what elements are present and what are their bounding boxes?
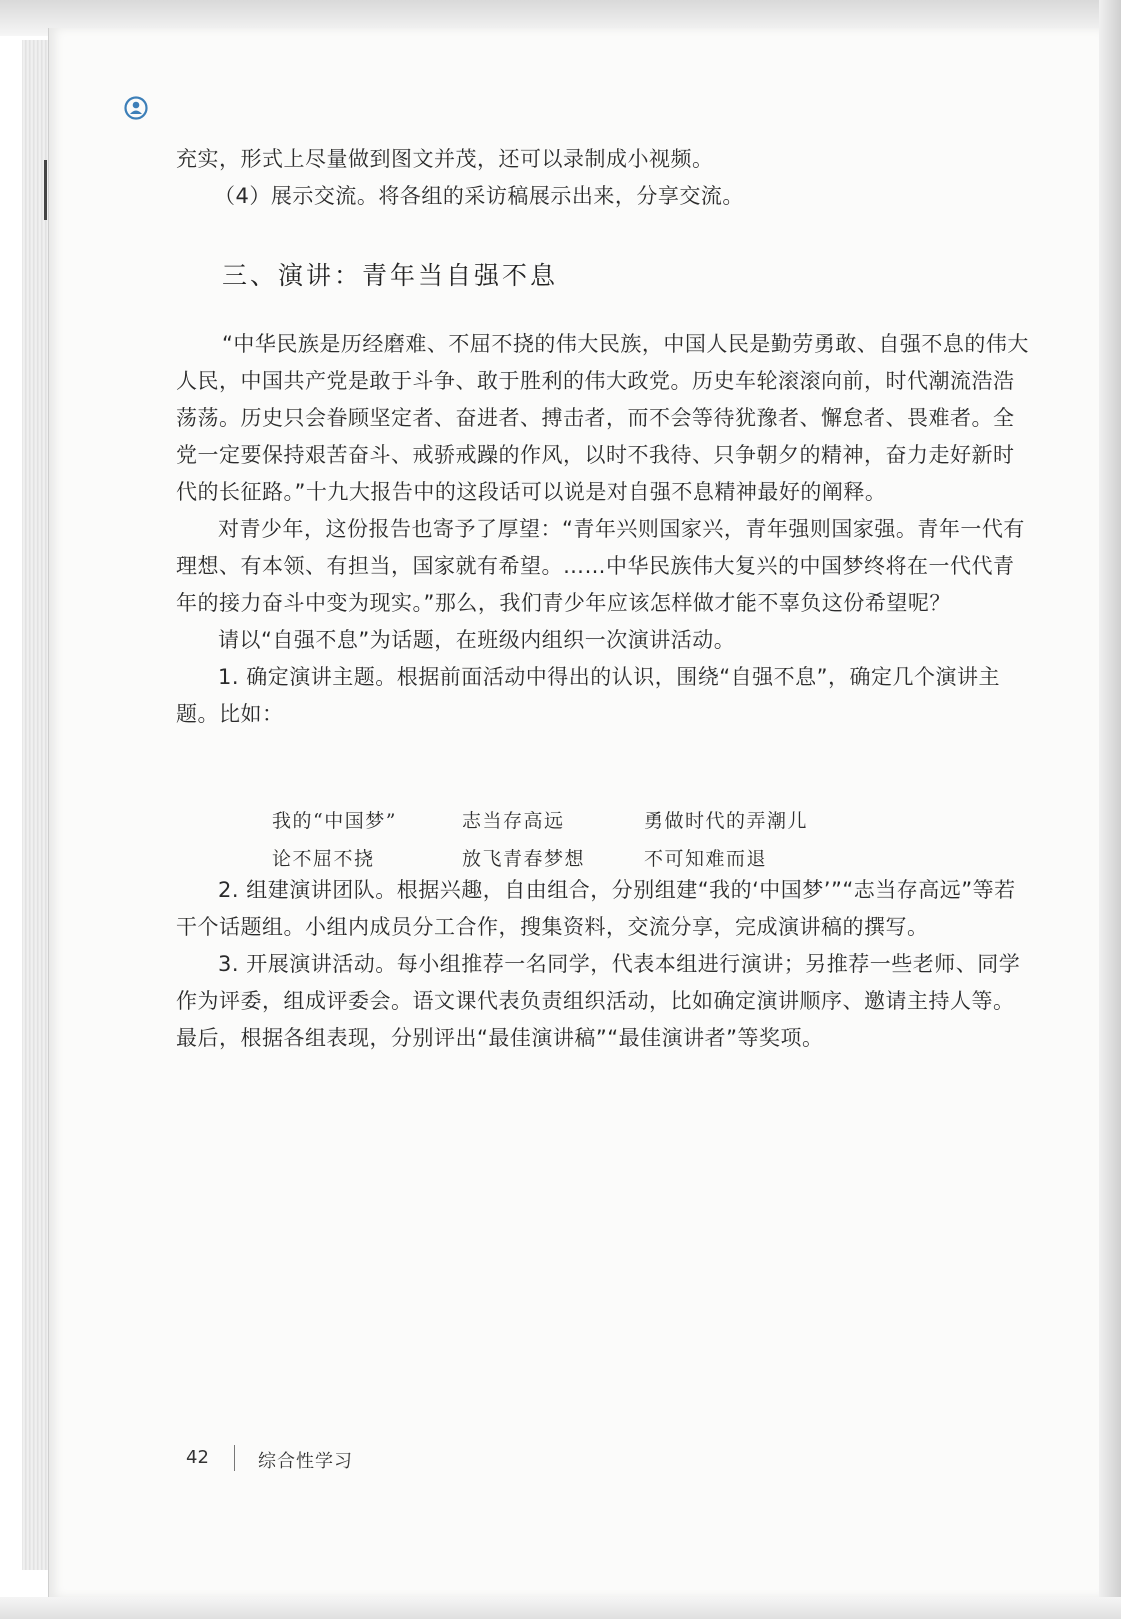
steps-text bbox=[176, 872, 1034, 1057]
topic-item: 志当存高远 bbox=[462, 810, 565, 832]
footer-divider bbox=[234, 1445, 235, 1471]
body-text bbox=[176, 326, 1034, 733]
paragraph-step-4: （4）展示交流。将各组的采访稿展示出来，分享交流。 bbox=[214, 184, 744, 208]
gutter-mark bbox=[44, 160, 47, 220]
page-edge bbox=[22, 40, 48, 1570]
page-number: 42 bbox=[186, 1447, 209, 1468]
publisher-logo-icon bbox=[124, 96, 148, 120]
topic-item: 不可知难而退 bbox=[644, 848, 768, 870]
topic-item: 我的“中国梦” bbox=[272, 810, 397, 832]
continued-text bbox=[176, 141, 1034, 215]
task-intro: 请以“自强不息”为话题，在班级内组织一次演讲活动。 bbox=[218, 628, 736, 652]
section-title: 三、演讲：青年当自强不息 bbox=[222, 261, 559, 290]
quote-paragraph: “中华民族是历经磨难、不屈不挠的伟大民族，中国人民是勤劳勇敢、自强不息的伟大人民，中国共产党是敢于斗争、敢于胜利的伟大政党。历史车轮滚滚向前，时代潮流浩浩荡荡。历史只会眷顾坚定者、奋进者、搏击者，而不会等待犹豫者、懈怠者、畏难者。全党一定要保持艰苦奋斗、戒骄戒躁的作风，以时不我待、只争朝夕的精神，奋力走好新时代的长征路。”十九大报告中的这段话可以说是对自强不息精神最好的阐释。 bbox=[176, 332, 1029, 504]
topic-item: 勇做时代的弄潮儿 bbox=[644, 810, 809, 832]
youth-paragraph: 对青少年，这份报告也寄予了厚望：“青年兴则国家兴，青年强则国家强。青年一代有理想、有本领、有担当，国家就有希望。……中华民族伟大复兴的中国梦终将在一代代青年的接力奋斗中变为现实。”那么，我们青少年应该怎样做才能不辜负这份希望呢？ bbox=[176, 517, 1025, 615]
topic-item: 论不屈不挠 bbox=[272, 848, 375, 870]
topic-item: 放飞青春梦想 bbox=[462, 848, 586, 870]
bottom-shadow bbox=[0, 1597, 1121, 1619]
paragraph-continuation: 充实，形式上尽量做到图文并茂，还可以录制成小视频。 bbox=[176, 147, 714, 171]
step-3-paragraph: 3. 开展演讲活动。每小组推荐一名同学，代表本组进行演讲；另推荐一些老师、同学作为评委，组成评委会。语文课代表负责组织活动，比如确定演讲顺序、邀请主持人等。最后，根据各组表现，分别评出“最佳演讲稿”“最佳演讲者”等奖项。 bbox=[176, 952, 1021, 1050]
step-1-paragraph: 1. 确定演讲主题。根据前面活动中得出的认识，围绕“自强不息”，确定几个演讲主题。比如： bbox=[176, 665, 1000, 726]
book-page bbox=[48, 28, 1101, 1598]
step-2-paragraph: 2. 组建演讲团队。根据兴趣，自由组合，分别组建“我的‘中国梦’”“志当存高远”等若干个话题组。小组内成员分工合作，搜集资料，交流分享，完成演讲稿的撰写。 bbox=[176, 878, 1016, 939]
footer-section-label: 综合性学习 bbox=[258, 1451, 353, 1472]
right-shadow bbox=[1099, 0, 1121, 1619]
